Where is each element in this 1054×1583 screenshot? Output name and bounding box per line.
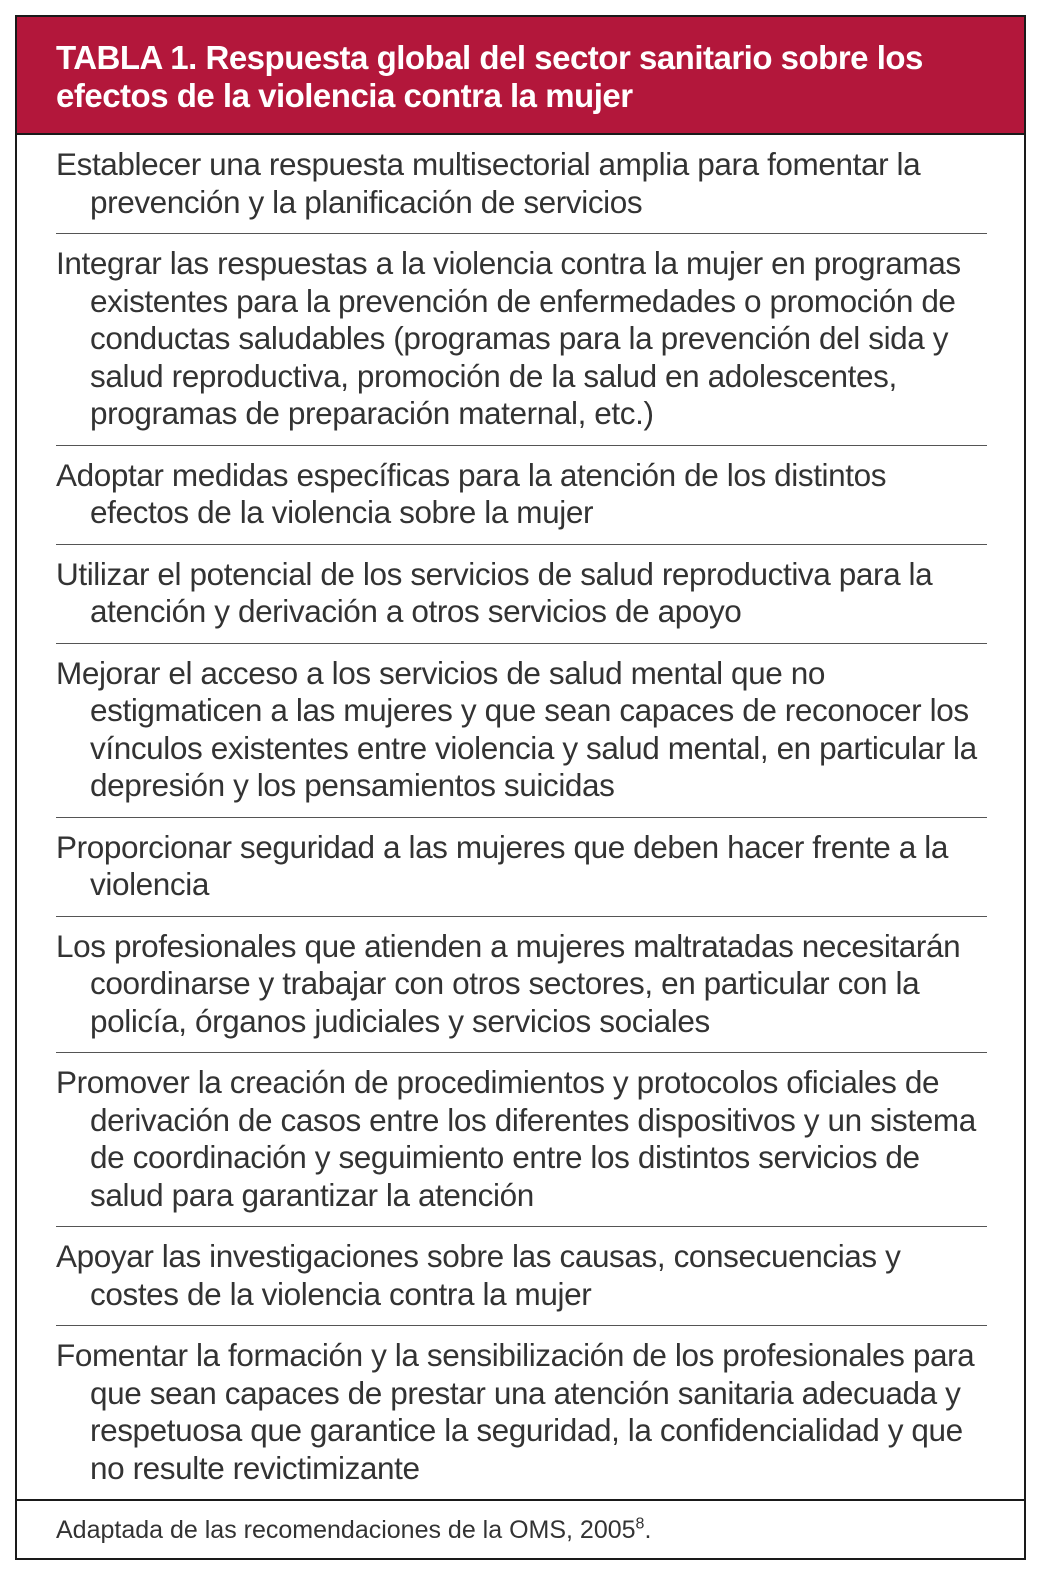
- row-text: Establecer una respuesta multisectorial amplia para fomentar la prevención y la planificación de servicios: [56, 146, 921, 220]
- table-row: [56, 644, 987, 818]
- table-title: TABLA 1. Respuesta global del sector sanitario sobre los efectos de la violencia contra la mujer: [56, 39, 923, 114]
- table-row: [56, 234, 987, 446]
- table-frame: [15, 15, 1026, 1560]
- table-row: [56, 1326, 987, 1499]
- row-text: Los profesionales que atienden a mujeres maltratadas necesitarán coordinarse y trabajar con otros sectores, en particular con la policía, órganos judiciales y servicios sociales: [56, 927, 961, 1039]
- row-text: Fomentar la formación y la sensibilización de los profesionales para que sean capaces de prestar una atención sanitaria adecuada y respetuosa que garantice la seguridad, la confidencialidad y que no resulte revictimizante: [56, 1337, 975, 1486]
- footnote-text: Adaptada de las recomendaciones de la OMS, 2005: [56, 1516, 636, 1544]
- table-row: [56, 446, 987, 545]
- row-text: Utilizar el potencial de los servicios de salud reproductiva para la atención y derivación a otros servicios de apoyo: [56, 555, 933, 629]
- row-text: Promover la creación de procedimientos y protocolos oficiales de derivación de casos entre los diferentes dispositivos y un sistema de coordinación y seguimiento entre los distintos servicios de salud para garantizar la atención: [56, 1064, 976, 1213]
- table-row: [56, 818, 987, 917]
- table-row: [56, 1227, 987, 1326]
- table-body: [17, 135, 1024, 1499]
- row-text: Apoyar las investigaciones sobre las causas, consecuencias y costes de la violencia contra la mujer: [56, 1238, 901, 1312]
- row-text: Mejorar el acceso a los servicios de salud mental que no estigmaticen a las mujeres y que sean capaces de reconocer los vínculos existentes entre violencia y salud mental, en particular la depresión y los pensamientos suicidas: [56, 654, 977, 803]
- footnote-reference: 8: [635, 1515, 645, 1533]
- table-footnote: [17, 1499, 1024, 1583]
- row-text: Proporcionar seguridad a las mujeres que deben hacer frente a la violencia: [56, 828, 948, 902]
- table-row: [56, 135, 987, 234]
- table-row: [56, 917, 987, 1054]
- footnote-end: .: [644, 1516, 652, 1544]
- row-text: Integrar las respuestas a la violencia contra la mujer en programas existentes para la prevención de enfermedades o promoción de conductas saludables (programas para la prevención del sida y salud reproductiva, promoción de la salud en adolescentes, programas de preparación maternal, etc.): [56, 245, 961, 431]
- row-text: Adoptar medidas específicas para la atención de los distintos efectos de la violencia sobre la mujer: [56, 456, 887, 530]
- table-row: [56, 1053, 987, 1227]
- table-header: [17, 17, 1024, 135]
- table-row: [56, 545, 987, 644]
